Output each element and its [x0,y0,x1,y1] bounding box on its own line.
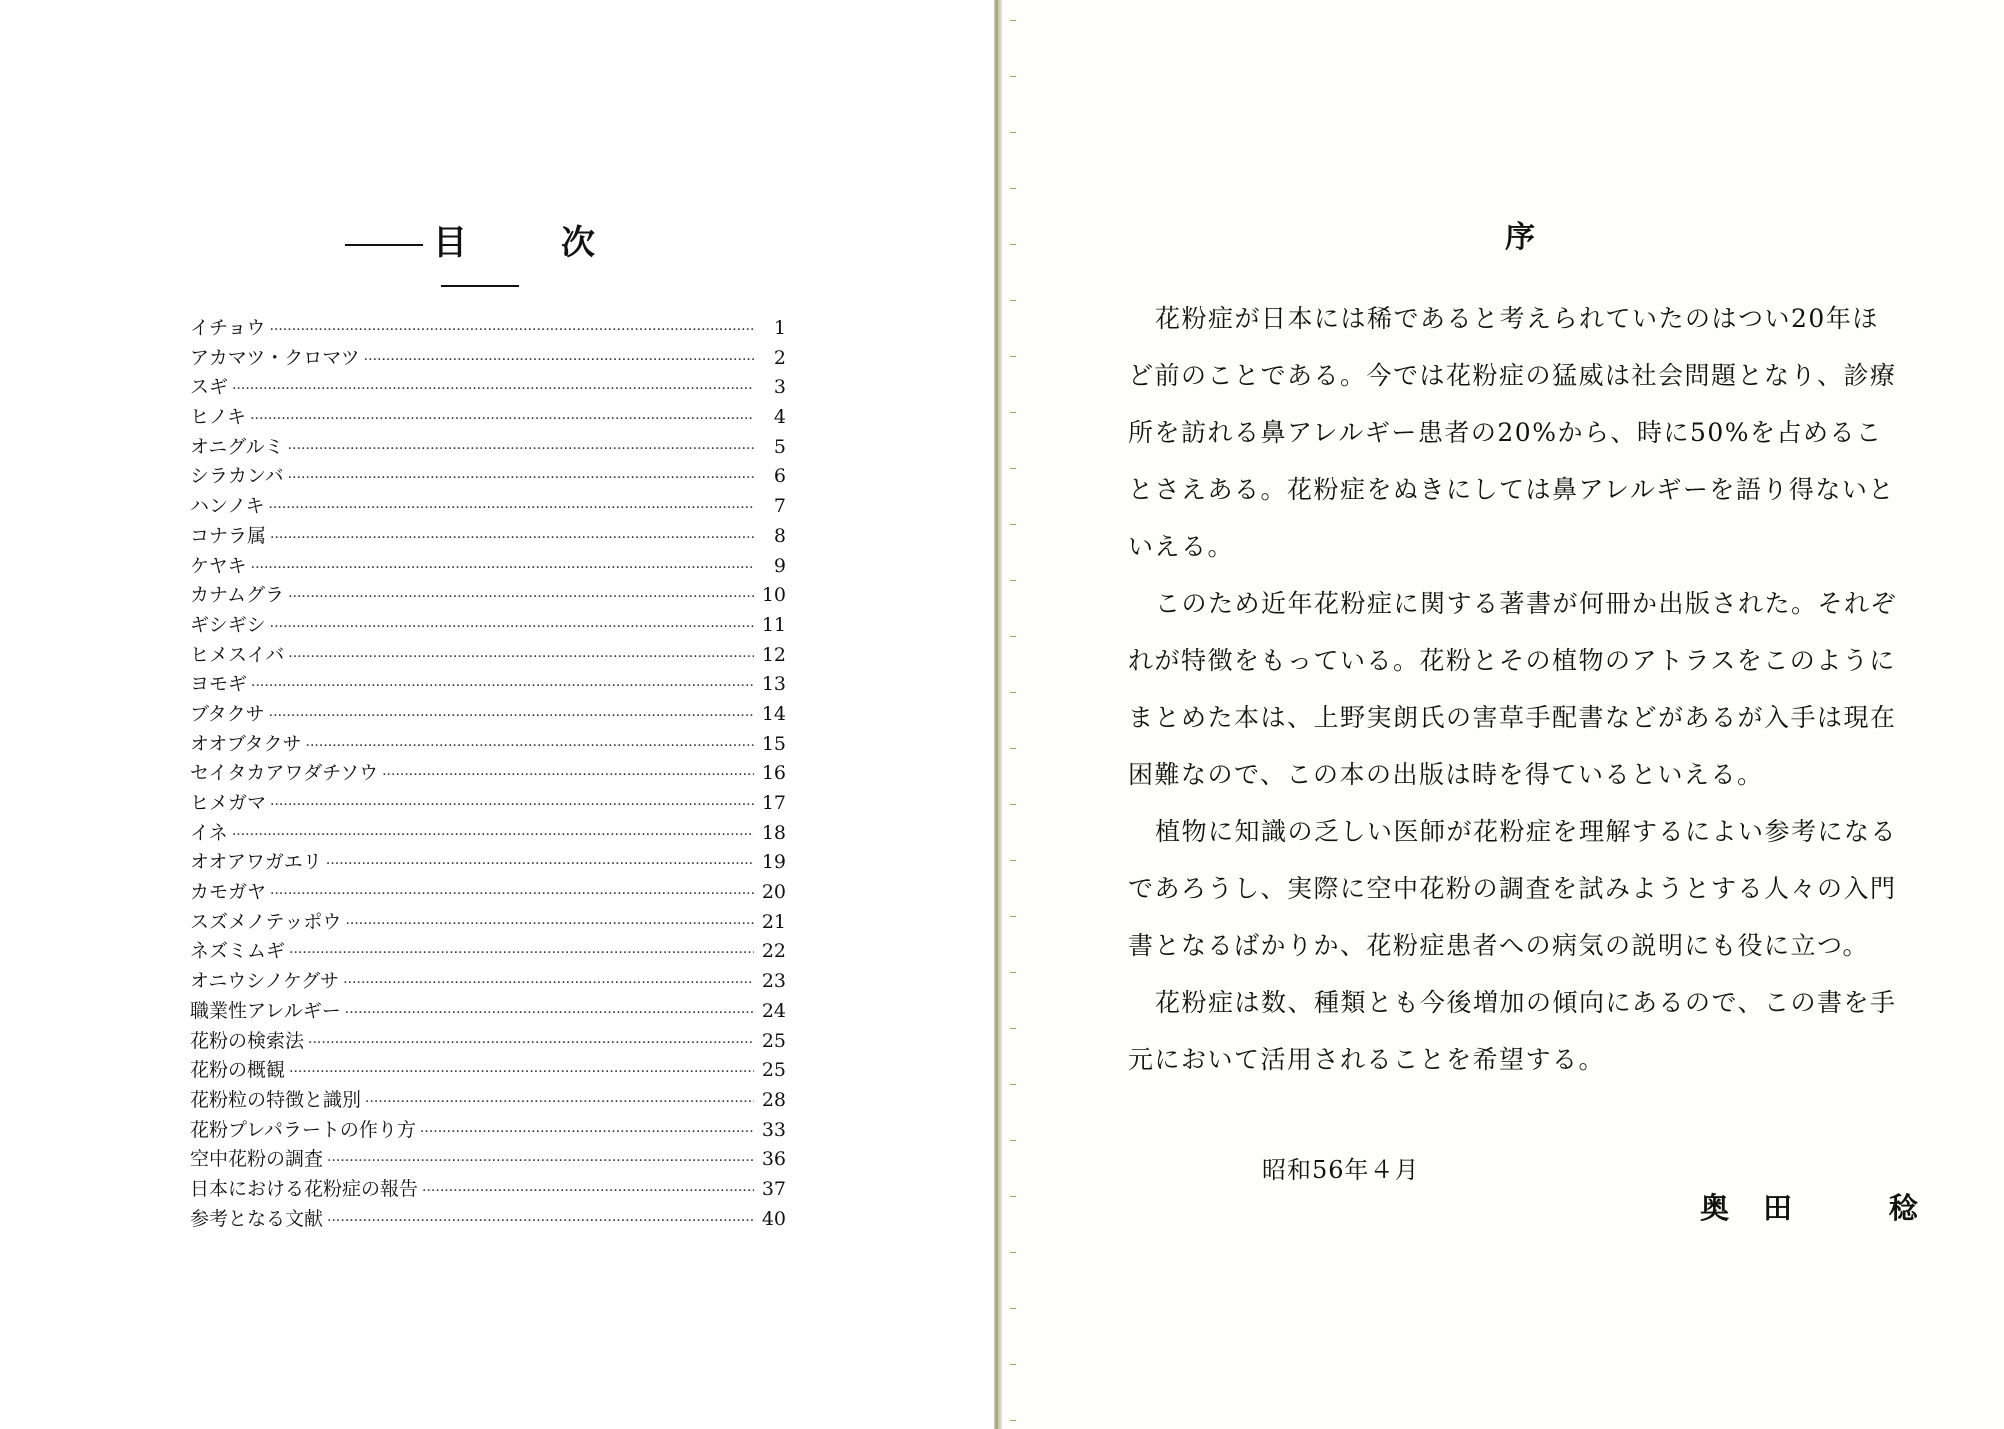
toc-entry [190,819,786,849]
toc-entry-title: 花粉粒の特徴と識別 [190,1088,362,1111]
toc-entry [190,611,786,641]
toc-leader-dots [345,999,754,1029]
binding-stitch [1010,1252,1016,1253]
toc-entry-page: 37 [761,1177,786,1200]
toc-entry-page: 11 [761,613,786,636]
toc-title-text: 目 次 [433,223,625,263]
toc-entry-page: 19 [761,851,786,874]
title-rule-left [345,244,423,246]
toc-entry-title: オニウシノケグサ [190,970,340,993]
toc-entry-page: 4 [773,406,786,429]
preface-author: 奥田 稔 [1700,1191,1953,1225]
toc-leader-dots [270,524,754,554]
toc-entry [190,1086,786,1116]
toc-leader-dots [232,375,754,405]
binding-stitch [1010,20,1016,21]
toc-entry-title: ギシギシ [190,613,266,636]
binding-stitch [1010,1028,1016,1029]
toc-leader-dots [289,1058,754,1088]
toc-leader-dots [365,1088,754,1118]
toc-entry-title: イネ [190,821,228,844]
toc-entry [190,492,786,522]
toc-leader-dots [288,464,754,494]
toc-entry [190,997,786,1027]
binding-stitch [1010,1140,1016,1141]
toc-entry-page: 23 [761,970,786,993]
toc-leader-dots [420,1118,754,1148]
toc-entry-page: 1 [773,317,786,339]
toc-entry-page: 20 [761,881,786,904]
toc-entry-page: 18 [761,821,786,844]
toc-entry-page: 3 [773,376,786,399]
binding-stitch [1010,804,1016,805]
toc-entry [190,759,786,789]
toc-entry [190,848,786,878]
toc-leader-dots [269,702,754,732]
toc-entry-title: コナラ属 [190,524,267,547]
toc-entry-title: カモガヤ [190,881,267,904]
toc-entry-page: 40 [761,1207,786,1230]
toc-leader-dots [343,969,754,999]
toc-entry-title: スズメノテッポウ [190,910,342,933]
toc-entry-title: オオアワガエリ [190,851,322,874]
toc-entry [190,1027,786,1057]
left-page-table-of-contents [0,0,994,1429]
toc-entry-page: 13 [761,673,786,696]
toc-entry [190,1175,786,1205]
toc-entry [190,1116,786,1146]
toc-leader-dots [382,761,754,791]
toc-leader-dots [327,1147,754,1177]
toc-entry [190,730,786,760]
toc-entry-title: ネズミムギ [190,940,286,963]
toc-entry-title: ブタクサ [190,702,265,725]
toc-leader-dots [288,435,754,465]
toc-leader-dots [270,613,754,643]
binding-stitch [1010,636,1016,637]
toc-entry-page: 8 [773,524,786,547]
preface-paragraph: 花粉症が日本には稀であると考えられていたのはつい20年ほど前のことである。今では花粉症の猛威は社会問題となり、診療所を訪れる鼻アレルギー患者の20%から、時に50%を占めることさえある。花粉症をぬきにしては鼻アレルギーを語り得ないといえる。 [1128,304,1897,561]
toc-entry [190,878,786,908]
toc-entry [190,314,786,344]
toc-leader-dots [345,910,754,940]
toc-entry-title: スギ [190,376,229,399]
binding-stitch [1010,580,1016,581]
toc-entry-title: カナムグラ [190,584,285,607]
toc-entry-page: 5 [773,435,786,458]
toc-entry-page: 36 [761,1148,786,1171]
toc-entry-page: 7 [773,495,786,518]
toc-entry-title: ヨモギ [190,673,248,696]
toc-leader-dots [289,939,754,969]
toc-entry-title: 花粉の概観 [190,1059,286,1082]
preface-body [1128,290,1898,1088]
toc-entry-title: ヒノキ [190,406,247,429]
toc-leader-dots [306,732,754,762]
toc-entry-title: ヒメスイバ [190,643,285,666]
toc-leader-dots [288,583,754,613]
toc-entry-title: 参考となる文献 [190,1207,324,1230]
toc-entry-title: オニグルミ [190,435,284,458]
toc-title [330,215,630,304]
toc-entry-page: 25 [761,1029,786,1052]
binding-stitch [1010,412,1016,413]
binding-stitch [1010,1364,1016,1365]
toc-leader-dots [250,405,754,435]
toc-entry [190,373,786,403]
toc-entry [190,552,786,582]
toc-entry [190,522,786,552]
binding-stitch [1010,188,1016,189]
book-gutter [994,0,1002,1429]
toc-leader-dots [270,880,754,910]
toc-entry [190,641,786,671]
toc-entry-title: オオブタクサ [190,732,302,755]
toc-entry [190,433,786,463]
binding-stitch [1010,748,1016,749]
toc-entry-title: ケヤキ [190,554,247,577]
toc-entry-page: 6 [773,465,786,488]
toc-entry-page: 28 [761,1088,786,1111]
toc-entry-title: 空中花粉の調査 [190,1148,324,1171]
binding-stitch [1010,916,1016,917]
binding-stitch [1010,1420,1016,1421]
binding-stitch [1010,1084,1016,1085]
toc-entry-page: 14 [761,702,786,725]
toc-leader-dots [308,1029,754,1059]
toc-entry-page: 17 [761,792,786,814]
toc-entry-title: シラカンバ [190,465,284,488]
toc-leader-dots [268,494,754,524]
toc-entry-title: 花粉プレパラートの作り方 [190,1118,416,1141]
binding-stitch [1010,132,1016,133]
title-rule-right [441,285,519,287]
binding-stitch [1010,972,1016,973]
toc-leader-dots [232,821,754,851]
toc-entry [190,967,786,997]
binding-stitch [1010,1196,1016,1197]
toc-entry [190,937,786,967]
toc-leader-dots [326,850,754,880]
binding-stitch [1010,692,1016,693]
toc-list [190,314,786,1234]
toc-leader-dots [251,554,754,584]
toc-entry-page: 12 [761,643,786,666]
toc-entry-title: ヒメガマ [190,792,267,814]
toc-leader-dots [364,346,754,376]
toc-entry [190,403,786,433]
toc-entry [190,1145,786,1175]
toc-entry [190,908,786,938]
binding-stitch [1010,468,1016,469]
toc-entry-page: 24 [761,999,786,1022]
toc-entry [190,462,786,492]
toc-entry-page: 16 [761,762,786,785]
binding-stitch [1010,76,1016,77]
toc-entry-page: 22 [761,940,786,963]
toc-entry-title: イチョウ [190,317,266,339]
toc-entry-page: 2 [773,346,786,369]
preface-date: 昭和56年４月 [1262,1156,1420,1184]
toc-entry [190,700,786,730]
toc-leader-dots [422,1177,754,1207]
toc-leader-dots [251,672,754,702]
toc-entry [190,789,786,819]
binding-stitch [1010,300,1016,301]
toc-entry-title: 職業性アレルギー [190,999,341,1022]
toc-entry [190,670,786,700]
preface-paragraph: 花粉症は数、種類とも今後増加の傾向にあるので、この書を手元において活用されることを希望する。 [1128,988,1897,1074]
binding-stitch [1010,244,1016,245]
toc-entry-page: 10 [761,584,786,607]
toc-entry [190,344,786,374]
toc-entry [190,581,786,611]
toc-entry-title: アカマツ・クロマツ [190,346,360,369]
binding-stitch [1010,1308,1016,1309]
toc-entry-page: 15 [761,732,786,755]
toc-entry-title: 花粉の検索法 [190,1029,305,1052]
toc-entry [190,1056,786,1086]
toc-entry-page: 33 [761,1118,786,1141]
preface-paragraph: 植物に知識の乏しい医師が花粉症を理解するによい参考になるであろうし、実際に空中花粉の調査を試みようとする人々の入門書となるばかりか、花粉症患者への病気の説明にも役に立つ。 [1128,817,1898,960]
toc-entry-title: セイタカアワダチソウ [190,762,379,785]
toc-entry-title: 日本における花粉症の報告 [190,1177,419,1200]
preface-paragraph: このため近年花粉症に関する著書が何冊か出版された。それぞれが特徴をもっている。花粉とその植物のアトラスをこのようにまとめた本は、上野実朗氏の害草手配書などがあるが入手は現在困難なので、この本の出版は時を得ているといえる。 [1128,589,1898,789]
toc-leader-dots [288,643,754,673]
binding-stitch [1010,524,1016,525]
toc-entry-title: ハンノキ [190,495,265,518]
toc-leader-dots [327,1207,754,1237]
toc-entry [190,1205,786,1235]
binding-stitch [1010,356,1016,357]
toc-leader-dots [270,791,754,821]
preface-title: 序 [1505,220,1535,255]
toc-leader-dots [269,316,754,346]
toc-entry-page: 21 [761,910,786,933]
binding-stitch [1010,860,1016,861]
toc-entry-page: 25 [761,1059,786,1082]
toc-entry-page: 9 [773,554,786,577]
